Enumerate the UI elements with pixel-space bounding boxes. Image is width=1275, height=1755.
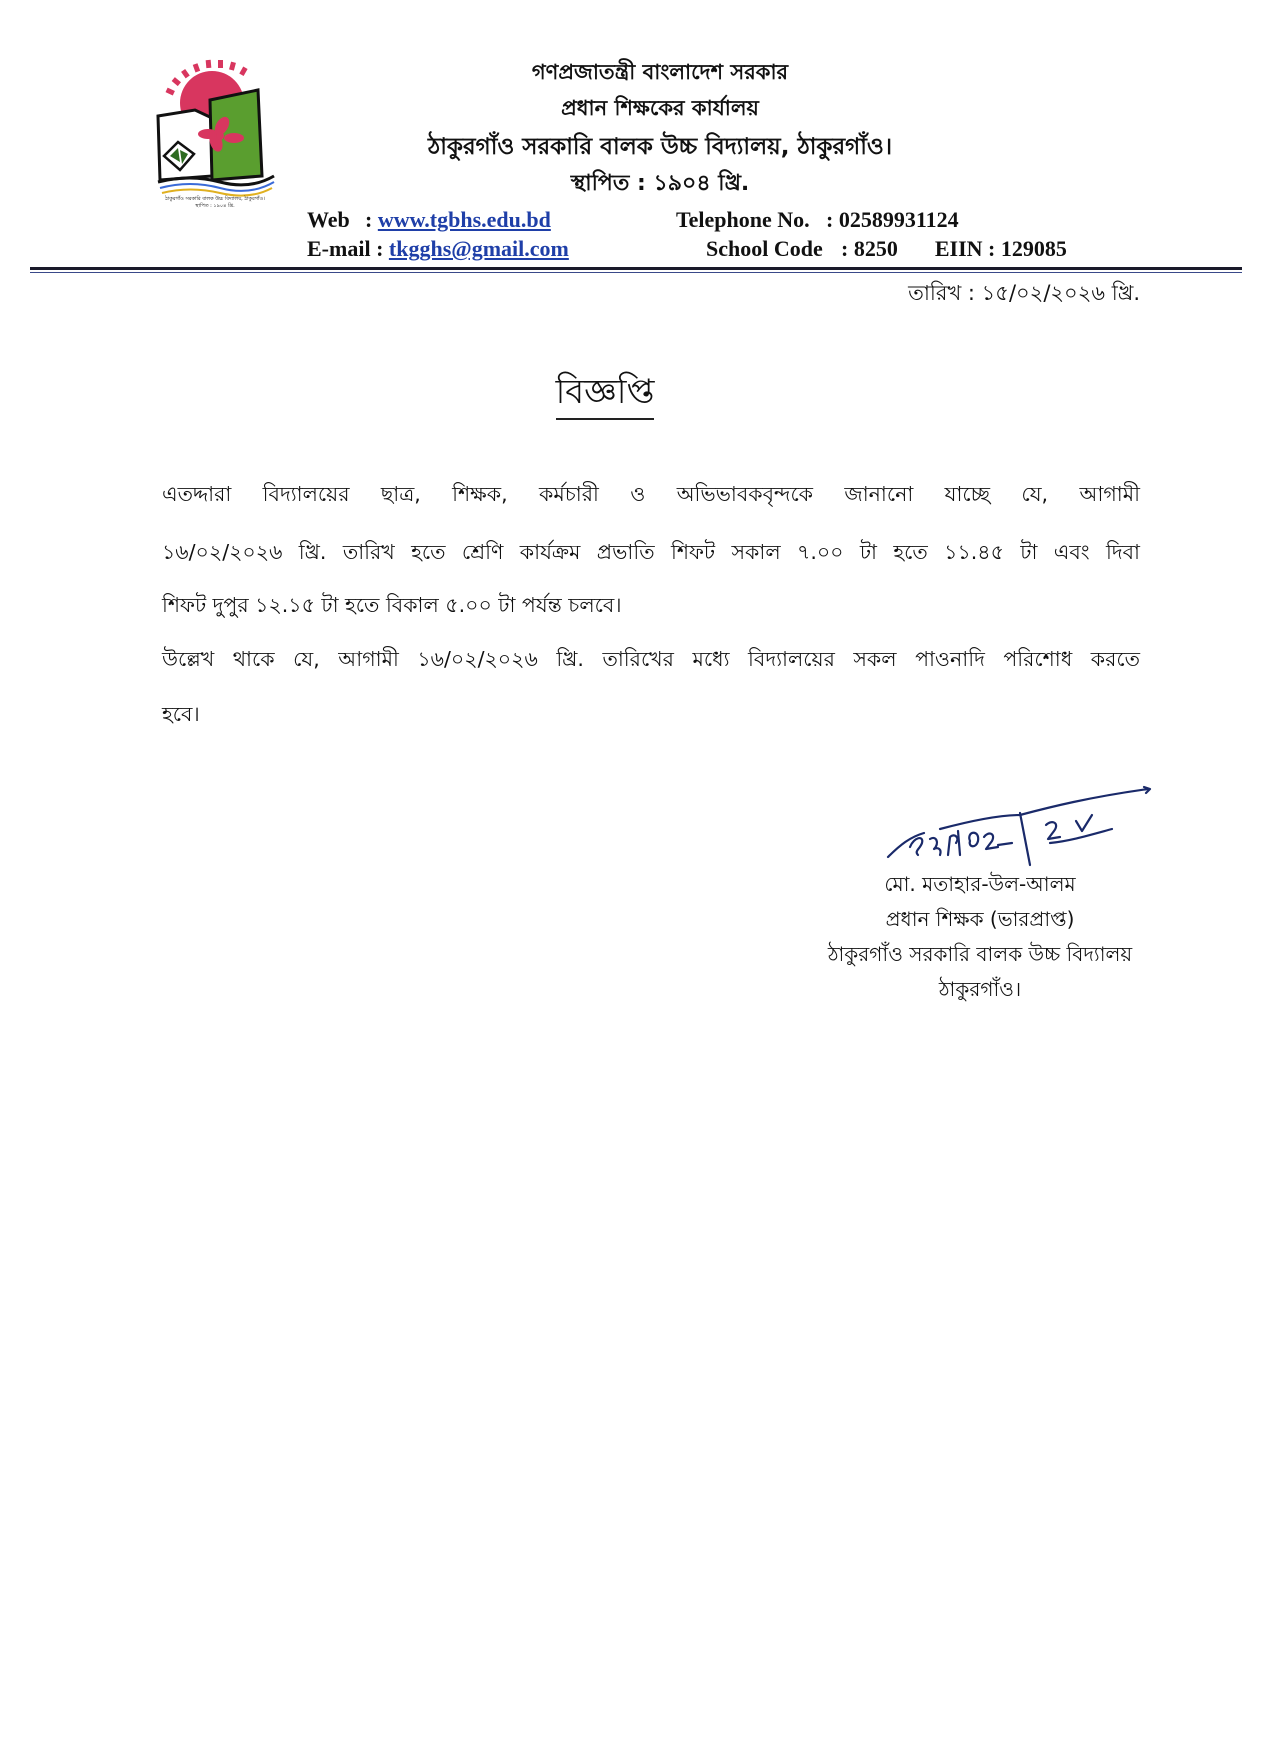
body-line-5: হবে। bbox=[162, 702, 200, 726]
government-title: গণপ্রজাতন্ত্রী বাংলাদেশ সরকার bbox=[531, 60, 789, 84]
eiin-label: EIIN bbox=[934, 236, 983, 261]
signature-scribble-icon bbox=[880, 785, 1160, 875]
telephone-value: 02589931124 bbox=[838, 207, 959, 232]
header-divider bbox=[30, 267, 1242, 270]
notice-title bbox=[500, 366, 710, 423]
email-link[interactable]: tkgghs@gmail.com bbox=[388, 236, 569, 261]
handwritten-signature bbox=[880, 785, 1160, 875]
logo-caption-line1: ঠাকুরগাঁও সরকারি বালক উচ্চ বিদ্যালয়, ঠাকুরগাঁও। bbox=[165, 196, 265, 202]
school-name: ঠাকুরগাঁও সরকারি বালক উচ্চ বিদ্যালয়, ঠাকুরগাঁও। bbox=[427, 134, 893, 160]
web-row bbox=[307, 207, 551, 233]
notice-date: তারিখ : ১৫/০২/২০২৬ খ্রি. bbox=[908, 281, 1140, 305]
school-code-value: 8250 bbox=[853, 236, 898, 261]
signatory-designation: প্রধান শিক্ষক (ভারপ্রাপ্ত) bbox=[885, 907, 1075, 931]
body-line-3: শিফট দুপুর ১২.১৫ টা হতে বিকাল ৫.০০ টা পর্যন্ত চলবে। bbox=[162, 593, 622, 617]
eiin-separator: : bbox=[988, 236, 996, 261]
web-separator: : bbox=[365, 207, 373, 232]
web-label: Web bbox=[307, 207, 350, 232]
established-year: স্থাপিত : ১৯০৪ খ্রি. bbox=[570, 171, 750, 196]
signatory-location: ঠাকুরগাঁও। bbox=[938, 977, 1022, 1001]
signatory-institution: ঠাকুরগাঁও সরকারি বালক উচ্চ বিদ্যালয় bbox=[827, 942, 1133, 966]
logo-caption-line2: স্থাপিত : ১৯০৪ খ্রি. bbox=[195, 203, 235, 209]
eiin-value: 129085 bbox=[1000, 236, 1067, 261]
office-title: প্রধান শিক্ষকের কার্যালয় bbox=[561, 96, 759, 120]
body-line-1: এতদ্দারা বিদ্যালয়ের ছাত্র, শিক্ষক, কর্মচারী ও অভিভাবকবৃন্দকে জানানো যাচ্ছে যে, আগামী bbox=[162, 482, 1140, 506]
signatory-name: মো. মতাহার-উল-আলম bbox=[884, 872, 1076, 896]
school-code-label: School Code bbox=[706, 236, 823, 261]
logo-caption bbox=[150, 196, 280, 210]
school-code-row bbox=[706, 236, 1067, 262]
header-divider-secondary bbox=[30, 272, 1242, 273]
email-separator: : bbox=[376, 236, 384, 261]
telephone-separator: : bbox=[826, 207, 834, 232]
logo-emblem-icon bbox=[150, 58, 280, 216]
website-link[interactable]: www.tgbhs.edu.bd bbox=[377, 207, 551, 232]
email-row bbox=[307, 236, 569, 262]
body-line-4: উল্লেখ থাকে যে, আগামী ১৬/০২/২০২৬ খ্রি. তারিখের মধ্যে বিদ্যালয়ের সকল পাওনাদি পরিশোধ করতে bbox=[162, 647, 1140, 671]
school-code-separator: : bbox=[841, 236, 849, 261]
telephone-row bbox=[676, 207, 959, 233]
email-label: E-mail bbox=[307, 236, 371, 261]
telephone-label: Telephone No. bbox=[676, 207, 810, 232]
body-line-2: ১৬/০২/২০২৬ খ্রি. তারিখ হতে শ্রেণি কার্যক্রম প্রভাতি শিফট সকাল ৭.০০ টা হতে ১১.৪৫ টা এবং দিবা bbox=[162, 540, 1140, 564]
school-logo bbox=[150, 58, 280, 216]
notice-title-text: বিজ্ঞপ্তি bbox=[556, 372, 655, 420]
